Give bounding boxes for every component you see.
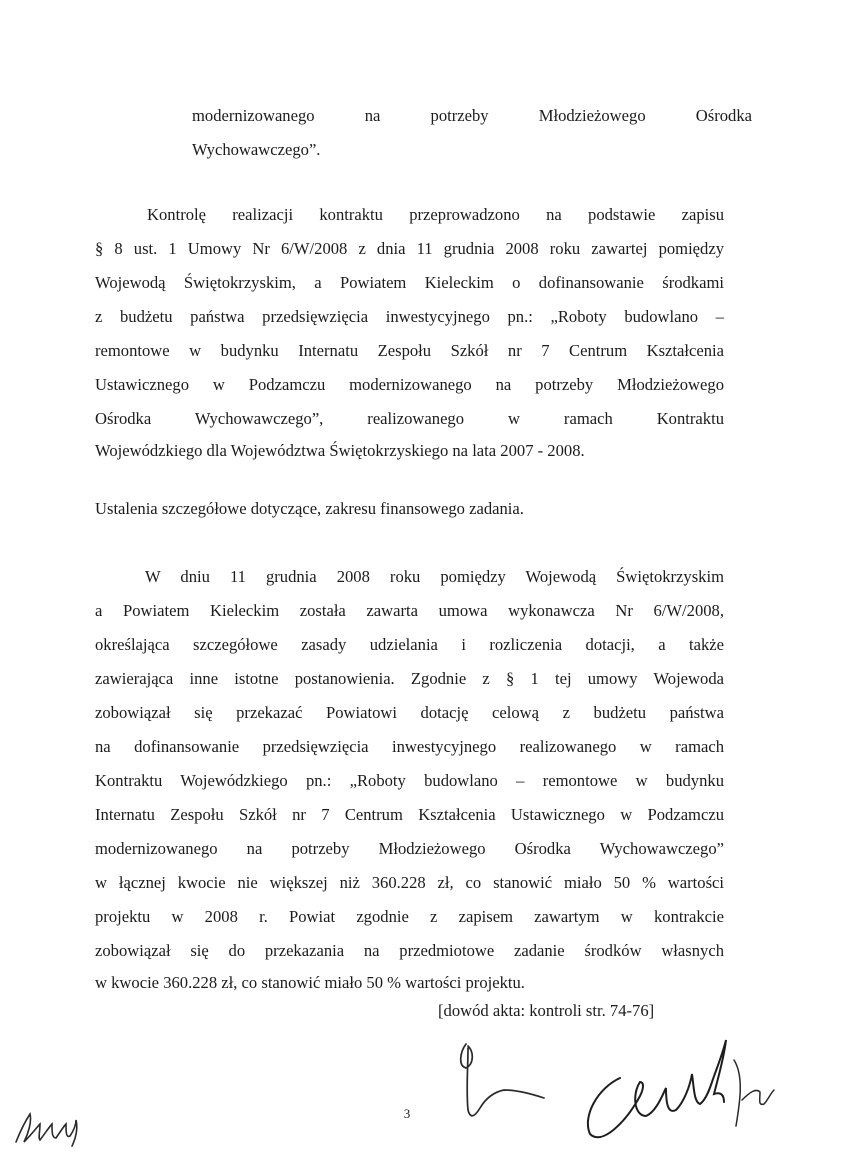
text-line: Ośrodka Wychowawczego”, realizowanego w ramach Kontraktu bbox=[95, 409, 724, 428]
text-line: remontowe w budynku Internatu Zespołu Szkół nr 7 Centrum Kształcenia bbox=[95, 341, 724, 360]
text-line: W dniu 11 grudnia 2008 roku pomiędzy Wojewodą Świętokrzyskim bbox=[145, 567, 724, 586]
text-line: projektu w 2008 r. Powiat zgodnie z zapisem zawartym w kontrakcie bbox=[95, 907, 724, 926]
text-line: Wojewodą Świętokrzyskim, a Powiatem Kieleckim o dofinansowanie środkami bbox=[95, 273, 724, 292]
text-line: Wojewódzkiego dla Województwa Świętokrzyskiego na lata 2007 - 2008. bbox=[95, 441, 585, 460]
text-line: w kwocie 360.228 zł, co stanowić miało 50 % wartości projektu. bbox=[95, 973, 525, 992]
text-line: Kontraktu Wojewódzkiego pn.: „Roboty budowlano – remontowe w budynku bbox=[95, 771, 724, 790]
text-line: zawierająca inne istotne postanowienia. Zgodnie z § 1 tej umowy Wojewoda bbox=[95, 669, 724, 688]
text-line: Ustawicznego w Podzamczu modernizowanego na potrzeby Młodzieżowego bbox=[95, 375, 724, 394]
text-line: modernizowanego na potrzeby Młodzieżowego Ośrodka bbox=[192, 106, 752, 125]
text-line: w łącznej kwocie nie większej niż 360.228 zł, co stanowić miało 50 % wartości bbox=[95, 873, 724, 892]
text-line: Kontrolę realizacji kontraktu przeprowadzono na podstawie zapisu bbox=[147, 205, 724, 224]
text-line: na dofinansowanie przedsięwzięcia inwestycyjnego realizowanego w ramach bbox=[95, 737, 724, 756]
signature-left bbox=[10, 1102, 90, 1150]
text-line: a Powiatem Kieleckim została zawarta umowa wykonawcza Nr 6/W/2008, bbox=[95, 601, 724, 620]
text-line: określająca szczegółowe zasady udzielania i rozliczenia dotacji, a także bbox=[95, 635, 724, 654]
text-line: zobowiązał się do przekazania na przedmiotowe zadanie środków własnych bbox=[95, 941, 724, 960]
text-line: § 8 ust. 1 Umowy Nr 6/W/2008 z dnia 11 grudnia 2008 roku zawartej pomiędzy bbox=[95, 239, 724, 258]
page-number: 3 bbox=[403, 1106, 411, 1121]
text-line: Wychowawczego”. bbox=[192, 140, 321, 159]
text-line: z budżetu państwa przedsięwzięcia inwestycyjnego pn.: „Roboty budowlano – bbox=[95, 307, 724, 326]
text-line: modernizowanego na potrzeby Młodzieżowego Ośrodka Wychowawczego” bbox=[95, 839, 724, 858]
text-line: zobowiązał się przekazać Powiatowi dotację celową z budżetu państwa bbox=[95, 703, 724, 722]
signature-center bbox=[440, 1018, 550, 1128]
signature-right bbox=[574, 1030, 784, 1152]
text-line: Internatu Zespołu Szkół nr 7 Centrum Kształcenia Ustawicznego w Podzamczu bbox=[95, 805, 724, 824]
section-heading: Ustalenia szczegółowe dotyczące, zakresu finansowego zadania. bbox=[95, 499, 524, 518]
evidence-reference: [dowód akta: kontroli str. 74-76] bbox=[438, 1001, 655, 1020]
